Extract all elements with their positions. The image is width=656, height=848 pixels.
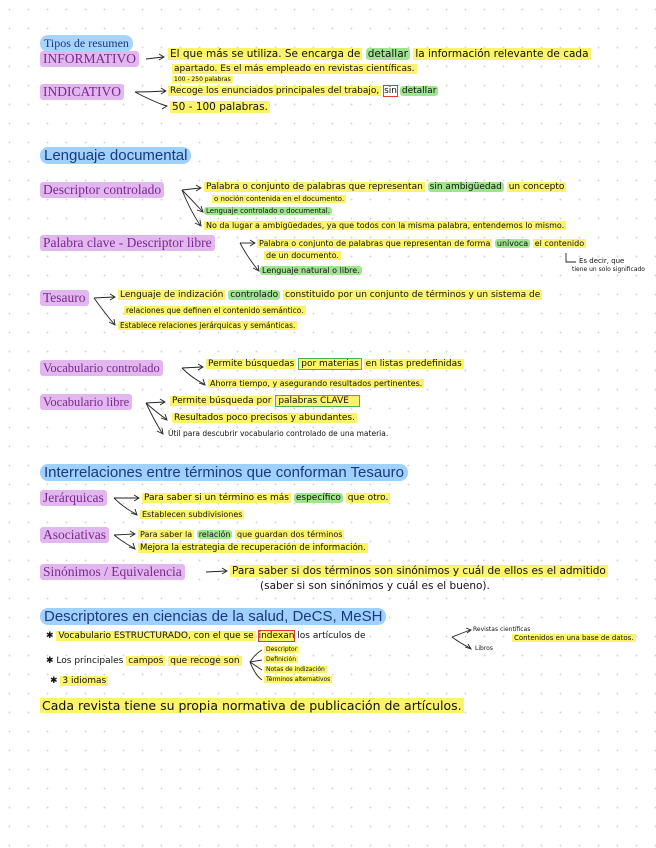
vocab-libre-line-3 [168,428,388,439]
decs-text-2a: Los principales [56,656,124,666]
informativo-text-1c: la información relevante de cada [415,48,589,60]
term-descriptor-controlado: Descriptor controlado [40,182,164,198]
decs-field-descriptor [264,646,299,654]
informativo-text-1b: detallar [367,48,408,60]
tesauro-line-1 [118,290,542,301]
section-title-decs-mesh: Descriptores en ciencias de la salud, DeCS, MeSH [40,608,386,625]
sinonimos-text-1: Para saber si dos términos son sinónimos y cuál de ellos es el admitido [232,565,606,577]
palabra-clave-line-3 [260,265,362,276]
palabra-clave-text-1c: el contenido [534,239,585,248]
indicativo-text-2: 50 - 100 palabras. [172,101,268,113]
informativo-line-3 [172,76,233,84]
term-vocabulario-controlado: Vocabulario controlado [40,360,163,376]
term-indicativo: INDICATIVO [40,84,124,100]
decs-field-notas [264,666,327,674]
palabra-clave-text-1a: Palabra o conjunto de palabras que representan de forma [259,239,491,248]
vocab-controlado-text-1a: Permite búsquedas [208,359,295,369]
decs-field-text-0: Descriptor [266,646,298,653]
jerarquicas-text-1a: Para saber si un término es más [144,493,289,503]
informativo-line-1 [168,48,591,61]
asociativas-line-1 [138,529,344,540]
tesauro-line-2 [124,305,306,316]
tesauro-text-2: relaciones que definen el contenido semántico. [126,306,304,315]
decs-text-1b: indexan [258,631,295,641]
vocab-controlado-text-1c: en listas predefinidas [365,359,462,369]
jerarquicas-text-1b: específico [295,493,341,503]
sinonimos-line-1 [230,565,608,578]
descriptor-text-3: Lenguaje controlado o documental. [206,207,330,215]
jerarquicas-line-2 [140,509,244,520]
decs-field-definicion [264,656,298,664]
tesauro-text-1b: controlado [230,290,279,300]
decs-field-text-1: Definición [266,656,296,663]
informativo-text-2: apartado. Es el más empleado en revistas científicas. [174,64,415,74]
bullet-star-icon: ✱ [50,676,58,686]
descriptor-line-4 [204,220,566,231]
descriptor-line-1 [204,182,566,193]
descriptor-text-1b: sin ambigüedad [429,182,502,192]
final-note [40,698,464,713]
informativo-text-3: 100 - 250 palabras [174,76,231,83]
descriptor-line-3 [204,207,332,215]
decs-option-tail [512,634,636,642]
decs-text-3: 3 idiomas [62,676,107,686]
tesauro-line-3 [118,320,297,331]
palabra-clave-text-1b: unívoca [496,239,529,248]
asociativas-text-1c: que guardan dos términos [236,530,343,539]
descriptor-text-2: o noción contenida en el documento. [214,195,345,203]
tesauro-text-1a: Lenguaje de indización [120,290,224,300]
palabra-clave-line-1 [257,238,586,249]
palabra-clave-note-1: Es decir, que [579,257,625,265]
decs-option-libros: Libros [475,645,493,652]
descriptor-text-1c: un concepto [508,182,565,192]
asociativas-text-1a: Para saber la [140,530,193,539]
bullet-star-icon: ✱ [46,656,54,666]
bullet-star-icon: ✱ [46,631,54,641]
descriptor-line-2 [212,195,346,203]
section-title-lenguaje-documental: Lenguaje documental [40,147,191,164]
decs-field-text-2: Notas de indización [266,666,325,673]
informativo-line-2 [172,64,417,75]
decs-text-tail: Contenidos en una base de datos. [514,634,634,642]
term-sinonimos: Sinónimos / Equivalencia [40,564,185,580]
term-jerarquicas: Jerárquicas [40,490,107,506]
final-note-text: Cada revista tiene su propia normativa de publicación de artículos. [42,698,462,713]
vocab-controlado-text-2: Ahorra tiempo, y asegurando resultados pertinentes. [210,379,423,388]
decs-option-revistas: Revistas científicas [473,626,531,633]
asociativas-text-2: Mejora la estrategia de recuperación de información. [140,543,366,553]
term-tesauro: Tesauro [40,290,89,306]
indicativo-text-1a: Recoge los enunciados principales del trabajo, [170,86,380,96]
decs-bullet-1 [46,631,366,642]
jerarquicas-line-1 [142,493,390,504]
tesauro-text-1c: constituido por un conjunto de términos y un sistema de [285,290,541,300]
decs-bullet-2 [46,656,242,667]
vocab-controlado-line-2 [208,378,424,389]
term-vocabulario-libre: Vocabulario libre [40,394,132,410]
vocab-libre-text-2: Resultados poco precisos y abundantes. [174,413,355,423]
decs-field-terminos [264,676,332,684]
decs-text-1a: Vocabulario ESTRUCTURADO, con el que se [58,631,254,641]
indicativo-line-2 [170,101,270,114]
palabra-clave-text-2: de un documento. [266,251,339,260]
indicativo-text-1c: detallar [401,86,437,96]
term-informativo: INFORMATIVO [40,51,139,67]
jerarquicas-text-2: Establecen subdivisiones [142,510,243,519]
decs-text-2c: que recoge son [170,656,240,666]
term-palabra-clave: Palabra clave - Descriptor libre [40,235,215,251]
palabra-clave-line-2 [264,250,341,261]
tesauro-text-3: Establece relaciones jerárquicas y semánticas. [120,321,296,330]
asociativas-line-2 [138,543,368,554]
sinonimos-line-2: (saber si son sinónimos y cuál es el bueno). [260,580,490,592]
decs-text-1c: los artículos de [297,631,366,641]
palabra-clave-text-3: Lenguaje natural o libre. [262,266,360,275]
asociativas-text-1b: relación [198,530,231,539]
vocab-controlado-line-1 [206,359,464,370]
jerarquicas-text-1c: que otro. [347,493,389,503]
descriptor-text-4: No da lugar a ambigüedades, ya que todos con la misma palabra, entendemos lo mismo. [206,221,565,230]
decs-field-text-3: Términos alternativos [266,676,331,683]
decs-bullet-3 [50,676,108,687]
indicativo-text-1b: sin [384,86,398,96]
palabra-clave-note-2: tiene un solo significado [572,266,645,273]
indicativo-line-1 [168,86,438,97]
vocab-controlado-text-1b: por materias [301,359,359,369]
vocab-libre-text-1a: Permite búsqueda por [172,396,272,406]
vocab-libre-line-1 [170,396,359,407]
vocab-libre-text-1b: palabras CLAVE [276,396,359,406]
descriptor-text-1a: Palabra o conjunto de palabras que representan [206,182,423,192]
section-title-tipos-resumen: Tipos de resumen [40,35,133,52]
informativo-text-1a: El que más se utiliza. Se encarga de [170,48,361,60]
vocab-libre-line-2 [172,413,357,424]
term-asociativas: Asociativas [40,527,109,543]
vocab-libre-text-3: Útil para descubrir vocabulario controlado de una materia. [168,429,389,438]
section-title-interrelaciones: Interrelaciones entre términos que conforman Tesauro [40,464,408,481]
decs-text-2b: campos [128,656,164,666]
